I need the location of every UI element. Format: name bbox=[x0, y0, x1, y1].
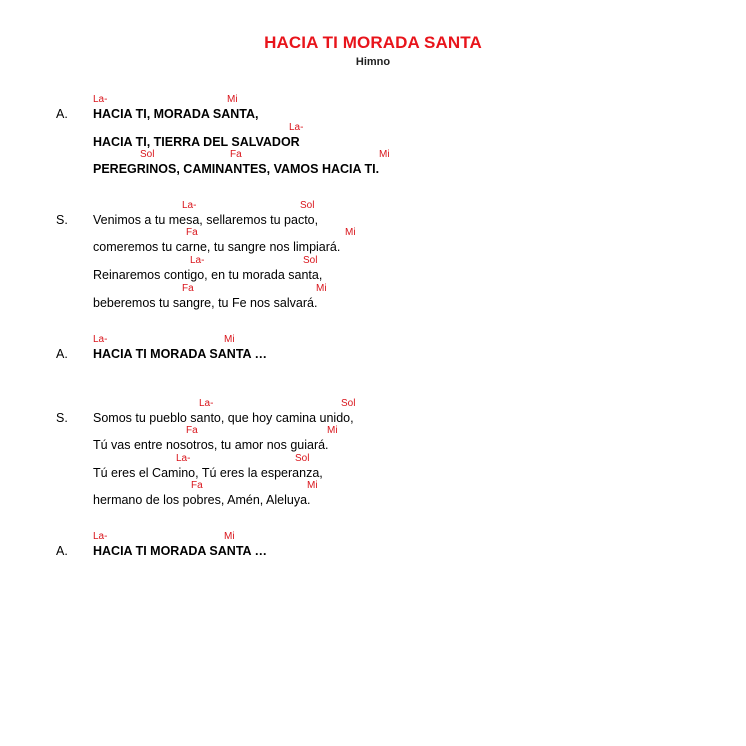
chord: Mi bbox=[327, 425, 338, 436]
lyric-line: Tú vas entre nosotros, tu amor nos guiará. bbox=[93, 438, 329, 452]
chord: Fa bbox=[186, 227, 198, 238]
chord: La- bbox=[93, 94, 108, 105]
lyric-line: Reinaremos contigo, en tu morada santa, bbox=[93, 268, 323, 282]
section-label: A. bbox=[56, 544, 68, 558]
chord: Sol bbox=[303, 255, 318, 266]
lyric-line: hermano de los pobres, Amén, Aleluya. bbox=[93, 493, 311, 507]
chord: La- bbox=[93, 531, 108, 542]
chord: Mi bbox=[224, 334, 235, 345]
chord: La- bbox=[199, 398, 214, 409]
song-title: HACIA TI MORADA SANTA bbox=[264, 33, 482, 52]
chord: Fa bbox=[230, 149, 242, 160]
lyric-line: Venimos a tu mesa, sellaremos tu pacto, bbox=[93, 213, 319, 227]
song-subtitle: Himno bbox=[355, 56, 391, 68]
lyric-line: beberemos tu sangre, tu Fe nos salvará. bbox=[93, 296, 318, 310]
chord: Fa bbox=[186, 425, 198, 436]
chord: La- bbox=[190, 255, 205, 266]
chord: Mi bbox=[379, 149, 390, 160]
section-label: S. bbox=[56, 411, 68, 425]
lyric-line: HACIA TI MORADA SANTA … bbox=[93, 544, 268, 558]
lyric-line: PEREGRINOS, CAMINANTES, VAMOS HACIA TI. bbox=[93, 162, 380, 176]
chord: Mi bbox=[307, 480, 318, 491]
section-label: A. bbox=[56, 347, 68, 361]
chord: Mi bbox=[224, 531, 235, 542]
chord: Sol bbox=[140, 149, 155, 160]
lyric-line: HACIA TI, TIERRA DEL SALVADOR bbox=[93, 135, 300, 149]
chord: Sol bbox=[295, 453, 310, 464]
lyric-line: HACIA TI, MORADA SANTA, bbox=[93, 107, 259, 121]
section-label: S. bbox=[56, 213, 68, 227]
chord: La- bbox=[93, 334, 108, 345]
chord: Mi bbox=[345, 227, 356, 238]
chord: La- bbox=[176, 453, 191, 464]
lyric-line: HACIA TI MORADA SANTA … bbox=[93, 347, 268, 361]
lyric-line: comeremos tu carne, tu sangre nos limpiará. bbox=[93, 240, 341, 254]
chord: Fa bbox=[182, 283, 194, 294]
chord: Sol bbox=[341, 398, 356, 409]
section-label: A. bbox=[56, 107, 68, 121]
chord: La- bbox=[289, 122, 304, 133]
lyric-line: Somos tu pueblo santo, que hoy camina unido, bbox=[93, 411, 354, 425]
chord: Mi bbox=[227, 94, 238, 105]
chord: Mi bbox=[316, 283, 327, 294]
lyric-line: Tú eres el Camino, Tú eres la esperanza, bbox=[93, 466, 323, 480]
chord: Fa bbox=[191, 480, 203, 491]
chord: Sol bbox=[300, 200, 315, 211]
chord: La- bbox=[182, 200, 197, 211]
